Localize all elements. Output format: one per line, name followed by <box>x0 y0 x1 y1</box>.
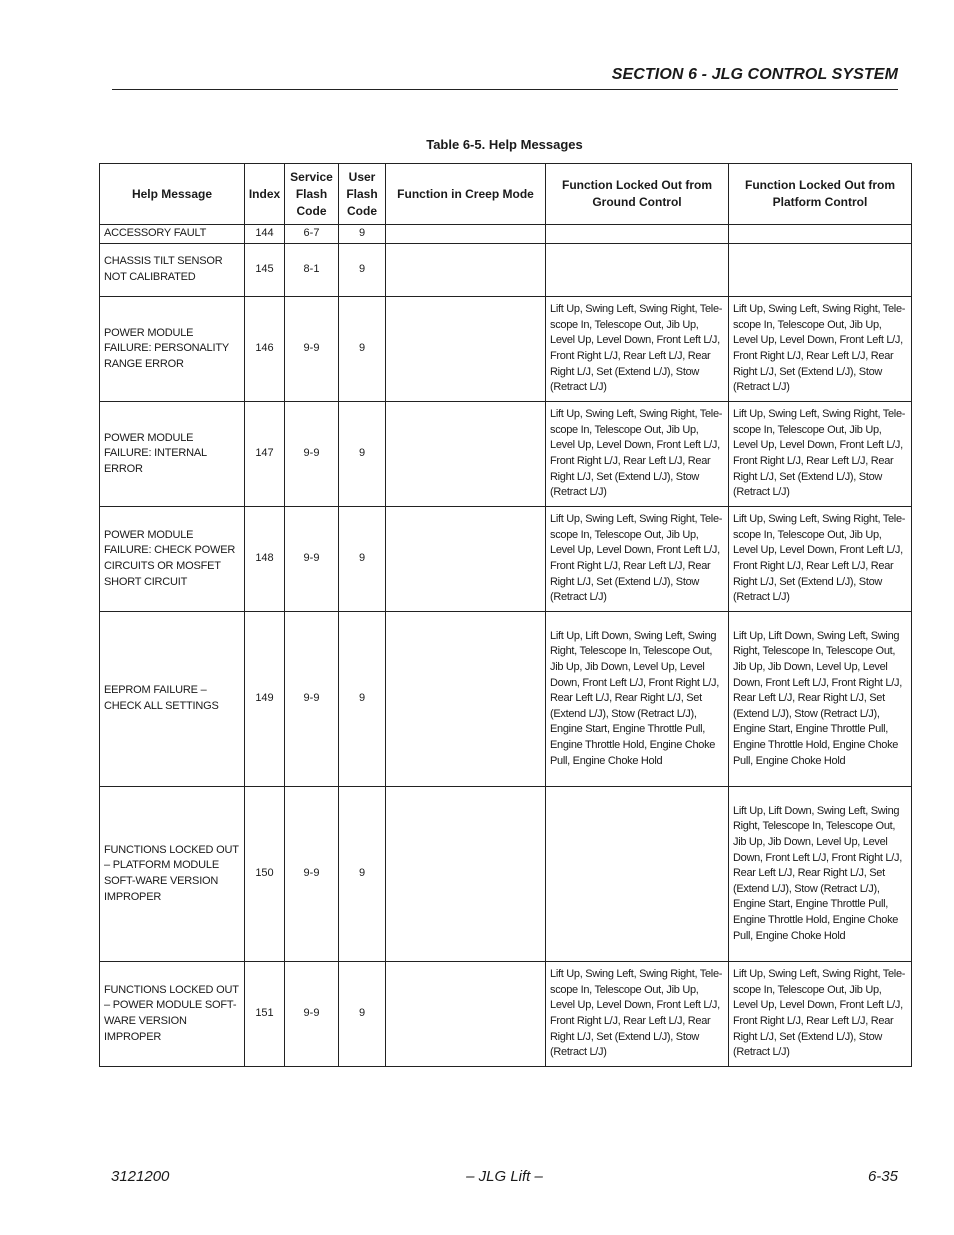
ground-lockout-cell: Lift Up, Swing Left, Swing Right, Tele-scope In, Telescope Out, Jib Up, Level Up, Level Down, Front Left L/J, Front Right L/J, Rear Left L/J, Rear Right L/J, Set (Extend L/J), Stow (Retract L/J) <box>546 962 729 1067</box>
section-header <box>112 64 898 90</box>
user-code-cell: 9 <box>339 402 386 507</box>
document-number: 3121200 <box>111 1168 170 1185</box>
index-cell: 148 <box>245 507 285 612</box>
index-cell: 149 <box>245 612 285 787</box>
section-title: SECTION 6 - JLG CONTROL SYSTEM <box>611 66 898 83</box>
creep-mode-cell <box>386 612 546 787</box>
table-row <box>100 962 912 1067</box>
help-messages-table <box>99 163 912 1067</box>
help-message-cell: FUNCTIONS LOCKED OUT – POWER MODULE SOFT-WARE VERSION IMPROPER <box>100 962 245 1067</box>
col-header-ground-lockout: Function Locked Out from Ground Control <box>546 164 729 225</box>
index-cell: 145 <box>245 244 285 297</box>
table-row <box>100 225 912 244</box>
service-code-cell: 9-9 <box>285 612 339 787</box>
help-message-cell: POWER MODULE FAILURE: INTERNAL ERROR <box>100 402 245 507</box>
user-code-cell: 9 <box>339 507 386 612</box>
table-row <box>100 787 912 962</box>
help-message-cell: CHASSIS TILT SENSOR NOT CALIBRATED <box>100 244 245 297</box>
table-row <box>100 297 912 402</box>
ground-lockout-cell <box>546 244 729 297</box>
service-code-cell: 9-9 <box>285 507 339 612</box>
ground-lockout-cell: Lift Up, Swing Left, Swing Right, Tele-scope In, Telescope Out, Jib Up, Level Up, Level Down, Front Left L/J, Front Right L/J, Rear Left L/J, Rear Right L/J, Set (Extend L/J), Stow (Retract L/J) <box>546 297 729 402</box>
service-code-cell: 9-9 <box>285 787 339 962</box>
service-code-cell: 9-9 <box>285 402 339 507</box>
platform-lockout-cell <box>729 225 912 244</box>
table-caption: Table 6-5. Help Messages <box>426 137 583 152</box>
platform-lockout-cell: Lift Up, Swing Left, Swing Right, Tele-scope In, Telescope Out, Jib Up, Level Up, Level Down, Front Left L/J, Front Right L/J, Rear Left L/J, Rear Right L/J, Set (Extend L/J), Stow (Retract L/J) <box>729 402 912 507</box>
platform-lockout-cell: Lift Up, Swing Left, Swing Right, Tele-scope In, Telescope Out, Jib Up, Level Up, Level Down, Front Left L/J, Front Right L/J, Rear Left L/J, Rear Right L/J, Set (Extend L/J), Stow (Retract L/J) <box>729 507 912 612</box>
index-cell: 151 <box>245 962 285 1067</box>
service-code-cell: 9-9 <box>285 297 339 402</box>
help-message-cell: POWER MODULE FAILURE: PERSONALITY RANGE ERROR <box>100 297 245 402</box>
index-cell: 150 <box>245 787 285 962</box>
publisher-name: – JLG Lift – <box>466 1168 543 1185</box>
col-header-index: Index <box>245 164 285 225</box>
service-code-cell: 8-1 <box>285 244 339 297</box>
user-code-cell: 9 <box>339 244 386 297</box>
creep-mode-cell <box>386 297 546 402</box>
platform-lockout-cell: Lift Up, Lift Down, Swing Left, Swing Right, Telescope In, Telescope Out, Jib Up, Jib Down, Level Up, Level Down, Front Left L/J, Front Right L/J, Rear Left L/J, Rear Right L/J, Set (Extend L/J), Stow (Retract L/J), Engine Start, Engine Throttle Pull, Engine Throttle Hold, Engine Choke Pull, Engine Choke Hold <box>729 612 912 787</box>
col-header-platform-lockout: Function Locked Out from Platform Control <box>729 164 912 225</box>
ground-lockout-cell: Lift Up, Lift Down, Swing Left, Swing Right, Telescope In, Telescope Out, Jib Up, Jib Down, Level Up, Level Down, Front Left L/J, Front Right L/J, Rear Left L/J, Rear Right L/J, Set (Extend L/J), Stow (Retract L/J), Engine Start, Engine Throttle Pull, Engine Throttle Hold, Engine Choke Pull, Engine Choke Hold <box>546 612 729 787</box>
page-number: 6-35 <box>867 1168 898 1185</box>
user-code-cell: 9 <box>339 225 386 244</box>
ground-lockout-cell <box>546 787 729 962</box>
user-code-cell: 9 <box>339 962 386 1067</box>
user-code-cell: 9 <box>339 612 386 787</box>
table-row <box>100 244 912 297</box>
help-message-cell: FUNCTIONS LOCKED OUT – PLATFORM MODULE SOFT-WARE VERSION IMPROPER <box>100 787 245 962</box>
table-row <box>100 402 912 507</box>
service-code-cell: 9-9 <box>285 962 339 1067</box>
platform-lockout-cell: Lift Up, Swing Left, Swing Right, Tele-scope In, Telescope Out, Jib Up, Level Up, Level Down, Front Left L/J, Front Right L/J, Rear Left L/J, Rear Right L/J, Set (Extend L/J), Stow (Retract L/J) <box>729 962 912 1067</box>
creep-mode-cell <box>386 244 546 297</box>
col-header-help-message: Help Message <box>100 164 245 225</box>
platform-lockout-cell: Lift Up, Lift Down, Swing Left, Swing Right, Telescope In, Telescope Out, Jib Up, Jib Down, Level Up, Level Down, Front Left L/J, Front Right L/J, Rear Left L/J, Rear Right L/J, Set (Extend L/J), Stow (Retract L/J), Engine Start, Engine Throttle Pull, Engine Throttle Hold, Engine Choke Pull, Engine Choke Hold <box>729 787 912 962</box>
help-message-cell: ACCESSORY FAULT <box>100 225 245 244</box>
index-cell: 144 <box>245 225 285 244</box>
service-code-cell: 6-7 <box>285 225 339 244</box>
creep-mode-cell <box>386 402 546 507</box>
index-cell: 147 <box>245 402 285 507</box>
creep-mode-cell <box>386 787 546 962</box>
ground-lockout-cell: Lift Up, Swing Left, Swing Right, Tele-scope In, Telescope Out, Jib Up, Level Up, Level Down, Front Left L/J, Front Right L/J, Rear Left L/J, Rear Right L/J, Set (Extend L/J), Stow (Retract L/J) <box>546 507 729 612</box>
user-code-cell: 9 <box>339 297 386 402</box>
ground-lockout-cell <box>546 225 729 244</box>
ground-lockout-cell: Lift Up, Swing Left, Swing Right, Tele-scope In, Telescope Out, Jib Up, Level Up, Level Down, Front Left L/J, Front Right L/J, Rear Left L/J, Rear Right L/J, Set (Extend L/J), Stow (Retract L/J) <box>546 402 729 507</box>
col-header-user-flash-code: User Flash Code <box>339 164 386 225</box>
table-row <box>100 612 912 787</box>
platform-lockout-cell <box>729 244 912 297</box>
index-cell: 146 <box>245 297 285 402</box>
col-header-creep-mode: Function in Creep Mode <box>386 164 546 225</box>
platform-lockout-cell: Lift Up, Swing Left, Swing Right, Tele-scope In, Telescope Out, Jib Up, Level Up, Level Down, Front Left L/J, Front Right L/J, Rear Left L/J, Rear Right L/J, Set (Extend L/J), Stow (Retract L/J) <box>729 297 912 402</box>
col-header-service-flash-code: Service Flash Code <box>285 164 339 225</box>
help-message-cell: EEPROM FAILURE – CHECK ALL SETTINGS <box>100 612 245 787</box>
creep-mode-cell <box>386 225 546 244</box>
table-row <box>100 507 912 612</box>
table-header-row <box>100 164 912 225</box>
creep-mode-cell <box>386 962 546 1067</box>
creep-mode-cell <box>386 507 546 612</box>
user-code-cell: 9 <box>339 787 386 962</box>
help-message-cell: POWER MODULE FAILURE: CHECK POWER CIRCUITS OR MOSFET SHORT CIRCUIT <box>100 507 245 612</box>
